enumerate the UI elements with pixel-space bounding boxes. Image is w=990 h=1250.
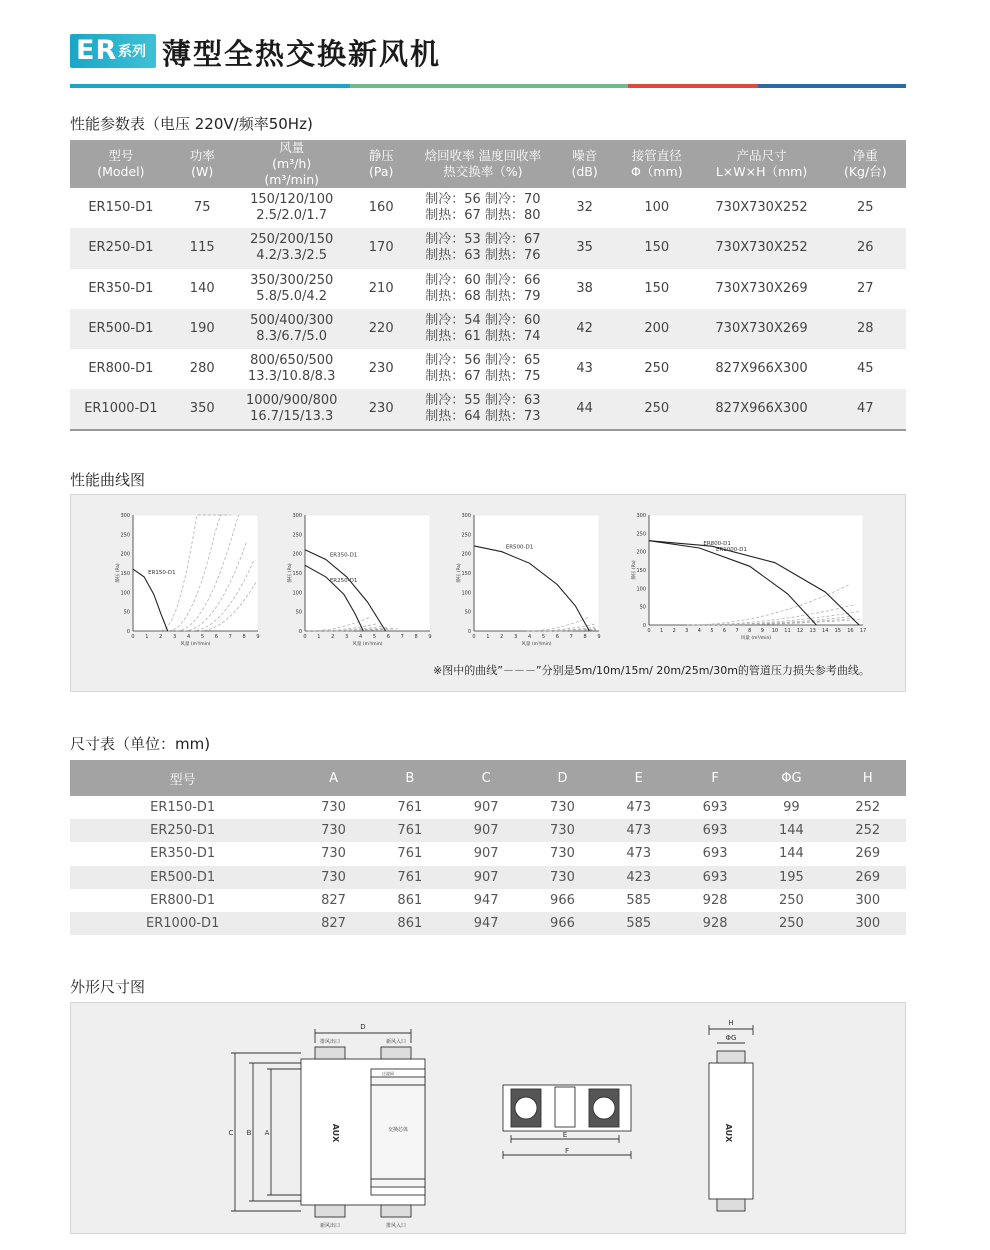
dims-cell: 252 bbox=[830, 819, 906, 842]
dims-cell: ER150-D1 bbox=[150, 800, 216, 816]
header-size: 产品尺寸 L×W×H（mm) bbox=[698, 140, 824, 188]
dim-label-b: B bbox=[246, 1129, 252, 1137]
dims-cell: 861 bbox=[372, 912, 448, 935]
dims-cell: 907 bbox=[448, 819, 524, 842]
x-tick-label: 4 bbox=[358, 634, 363, 640]
y-tick-label: 200 bbox=[120, 551, 130, 558]
x-tick-label: 1 bbox=[659, 628, 664, 634]
y-tick-label: 150 bbox=[292, 571, 302, 577]
y-tick-label: 0 bbox=[642, 623, 646, 629]
cell-air bbox=[233, 309, 351, 349]
curves-section-title: 性能曲线图 bbox=[70, 471, 146, 489]
label-exhaust-in: 排风入口 bbox=[385, 1223, 407, 1229]
cell-hx-line1: 制冷：56 制冷：70 bbox=[425, 192, 541, 208]
y-axis-label: 静压 (Pa) bbox=[457, 563, 462, 583]
x-tick-label: 2 bbox=[672, 628, 676, 634]
dims-cell: 730 bbox=[550, 846, 575, 862]
y-tick-label: 300 bbox=[636, 513, 646, 519]
y-tick-label: 250 bbox=[636, 531, 646, 538]
dims-header-cell: 型号 bbox=[70, 760, 295, 796]
x-tick-label: 9 bbox=[760, 628, 764, 634]
performance-row bbox=[70, 389, 906, 429]
cell-model: ER350-D1 bbox=[88, 280, 154, 296]
cell-db: 32 bbox=[576, 200, 593, 216]
stripe-1 bbox=[70, 84, 350, 88]
cell-air-line2: 2.5/2.0/1.7 bbox=[256, 208, 328, 224]
performance-row bbox=[70, 228, 906, 268]
dims-cell: 827 bbox=[321, 892, 346, 908]
dims-cell: 907 bbox=[448, 866, 524, 889]
badge-code: ER bbox=[76, 35, 118, 66]
y-tick-label: 300 bbox=[461, 513, 471, 519]
cell-pa: 160 bbox=[368, 200, 394, 216]
cell-model: ER150-D1 bbox=[88, 200, 154, 216]
dims-cell: 585 bbox=[626, 892, 652, 908]
cell-hx-line2: 制热：68 制热：79 bbox=[425, 288, 541, 304]
cell-hx-line2: 制热：67 制热：75 bbox=[425, 369, 541, 385]
y-axis-label: 静压 (Pa) bbox=[116, 563, 121, 583]
cell-pipe: 150 bbox=[615, 228, 698, 268]
performance-row bbox=[70, 188, 906, 228]
cell-kg: 47 bbox=[825, 389, 906, 429]
x-tick-label: 8 bbox=[242, 634, 246, 640]
series-label: ER500-D1 bbox=[505, 544, 534, 551]
cell-air-line1: 250/200/150 bbox=[250, 232, 334, 248]
cell-pipe: 250 bbox=[644, 361, 670, 377]
y-axis-label: 静压 (Pa) bbox=[288, 563, 293, 583]
stripe-2 bbox=[350, 84, 628, 88]
cell-kg: 27 bbox=[857, 280, 874, 296]
brand-logo: AUX bbox=[331, 1123, 340, 1143]
cell-air-line2: 5.8/5.0/4.2 bbox=[256, 288, 328, 304]
dims-cell: 730 bbox=[524, 819, 600, 842]
y-tick-label: 0 bbox=[126, 629, 130, 635]
cell-air-line1: 150/120/100 bbox=[250, 192, 334, 208]
cell-air-line1: 1000/900/800 bbox=[245, 393, 338, 409]
cell-db: 42 bbox=[554, 309, 615, 349]
x-tick-label: 8 bbox=[414, 634, 418, 640]
y-tick-label: 100 bbox=[636, 586, 646, 593]
dims-cell: 761 bbox=[397, 846, 423, 862]
dim-label-e: E bbox=[562, 1131, 568, 1139]
x-axis-label: 风量 (m³/min) bbox=[740, 636, 772, 641]
cell-hx-line1: 制冷：53 制冷：67 bbox=[425, 232, 541, 248]
y-tick-label: 200 bbox=[461, 551, 471, 558]
x-tick-label: 16 bbox=[847, 628, 854, 634]
cell-pa: 170 bbox=[351, 228, 412, 268]
cell-air bbox=[233, 269, 351, 309]
dims-cell: 269 bbox=[855, 846, 881, 862]
dimensions-section-title: 尺寸表（单位：mm) bbox=[70, 735, 211, 753]
dims-row bbox=[70, 889, 906, 912]
dims-cell: 966 bbox=[524, 912, 600, 935]
dims-cell: 250 bbox=[778, 892, 804, 908]
dims-row bbox=[70, 842, 906, 865]
plot-area bbox=[649, 515, 863, 625]
header-noise: 噪音 (dB) bbox=[554, 140, 615, 188]
dims-cell: 907 bbox=[473, 846, 499, 862]
label-exhaust-out: 排风出口 bbox=[319, 1039, 341, 1045]
duct-top-right bbox=[381, 1047, 411, 1059]
cell-hx-line2: 制热：63 制热：76 bbox=[425, 248, 541, 264]
dims-cell: 473 bbox=[626, 846, 652, 862]
dims-header-cell: B bbox=[372, 760, 448, 796]
dims-cell: 300 bbox=[830, 912, 906, 935]
cell-hx-line1: 制冷：60 制冷：66 bbox=[425, 272, 541, 288]
y-tick-label: 250 bbox=[120, 532, 130, 539]
cell-air-line1: 500/400/300 bbox=[250, 313, 334, 329]
page-header bbox=[70, 30, 906, 90]
cell-size: 730X730X252 bbox=[698, 228, 824, 268]
header-airflow: 风量 (m³/h) (m³/min) bbox=[233, 140, 351, 188]
y-tick-label: 150 bbox=[636, 568, 646, 574]
dim-label-f: F bbox=[564, 1147, 570, 1155]
cell-air-line2: 4.2/3.3/2.5 bbox=[256, 248, 328, 264]
dims-header-cell: F bbox=[677, 760, 753, 796]
x-tick-label: 5 bbox=[372, 634, 377, 640]
dims-cell: ER500-D1 bbox=[70, 866, 295, 889]
cell-size: 827X966X300 bbox=[698, 389, 824, 429]
dims-cell: 269 bbox=[830, 866, 906, 889]
cell-hx-line2: 制热：67 制热：80 bbox=[425, 208, 541, 224]
y-tick-label: 50 bbox=[639, 604, 646, 611]
cell-hx bbox=[412, 389, 554, 429]
dims-row bbox=[70, 819, 906, 842]
dims-cell: 585 bbox=[601, 912, 677, 935]
x-tick-label: 11 bbox=[784, 628, 791, 634]
cell-model: ER500-D1 bbox=[70, 309, 172, 349]
y-tick-label: 250 bbox=[461, 532, 471, 539]
label-filter: 过滤网 bbox=[382, 1071, 394, 1076]
dims-cell: 195 bbox=[753, 866, 829, 889]
x-tick-label: 5 bbox=[200, 634, 205, 640]
x-tick-label: 3 bbox=[345, 634, 349, 640]
y-tick-label: 100 bbox=[120, 590, 130, 597]
dims-cell: 928 bbox=[677, 912, 753, 935]
x-tick-label: 0 bbox=[131, 634, 135, 640]
x-tick-label: 7 bbox=[400, 634, 404, 640]
cell-db: 35 bbox=[554, 228, 615, 268]
cell-pipe: 100 bbox=[644, 200, 670, 216]
header-weight: 净重 (Kg/台) bbox=[825, 140, 906, 188]
x-tick-label: 6 bbox=[386, 634, 390, 640]
performance-curves bbox=[70, 494, 906, 692]
cell-air bbox=[233, 228, 351, 268]
series-label: ER250-D1 bbox=[329, 577, 358, 584]
dims-row bbox=[70, 796, 906, 819]
y-tick-label: 50 bbox=[295, 609, 302, 616]
x-tick-label: 6 bbox=[214, 634, 218, 640]
dims-header-cell: ΦG bbox=[753, 760, 829, 796]
label-fresh-out: 新风出口 bbox=[319, 1223, 341, 1229]
cell-model: ER250-D1 bbox=[70, 228, 172, 268]
dims-cell: 730 bbox=[550, 800, 575, 816]
duct-bottom-right bbox=[381, 1205, 411, 1217]
y-tick-label: 250 bbox=[292, 532, 302, 539]
dims-cell: ER250-D1 bbox=[70, 819, 295, 842]
cell-kg: 26 bbox=[825, 228, 906, 268]
y-tick-label: 0 bbox=[298, 629, 302, 635]
cell-pa: 230 bbox=[351, 389, 412, 429]
header-power: 功率 (W) bbox=[172, 140, 233, 188]
cell-power: 75 bbox=[193, 200, 211, 216]
y-tick-label: 100 bbox=[461, 590, 471, 597]
dim-label-c: C bbox=[228, 1129, 234, 1137]
x-tick-label: 9 bbox=[597, 634, 601, 640]
cell-air-line2: 16.7/15/13.3 bbox=[250, 409, 334, 425]
stripe-3 bbox=[628, 84, 758, 88]
cell-size: 730X730X252 bbox=[715, 200, 808, 216]
x-tick-label: 4 bbox=[697, 628, 701, 634]
dims-cell: 144 bbox=[778, 846, 804, 862]
cell-db: 44 bbox=[554, 389, 615, 429]
cell-size: 827X966X300 bbox=[715, 361, 808, 377]
x-tick-label: 8 bbox=[583, 634, 587, 640]
series-label: ER150-D1 bbox=[148, 569, 176, 576]
dims-cell: 928 bbox=[702, 892, 728, 908]
series-label: ER1000-D1 bbox=[715, 547, 747, 554]
cell-power: 140 bbox=[189, 280, 215, 296]
page-title: 薄型全热交换新风机 bbox=[162, 37, 442, 71]
dims-cell: 861 bbox=[397, 892, 423, 908]
dims-cell: 730 bbox=[524, 866, 600, 889]
duct-top-left bbox=[315, 1047, 345, 1059]
dims-row bbox=[70, 912, 906, 935]
cell-power: 350 bbox=[172, 389, 233, 429]
x-axis-label: 风量 (m³/min) bbox=[521, 642, 552, 647]
y-tick-label: 300 bbox=[292, 513, 302, 519]
performance-row bbox=[70, 269, 906, 309]
cell-pipe: 150 bbox=[644, 280, 670, 296]
dims-cell: 730 bbox=[295, 866, 371, 889]
cell-hx bbox=[412, 309, 554, 349]
dims-cell: 144 bbox=[753, 819, 829, 842]
x-tick-label: 4 bbox=[527, 634, 532, 640]
cell-hx-line1: 制冷：55 制冷：63 bbox=[425, 393, 541, 409]
header-static-pressure: 静压 (Pa) bbox=[351, 140, 412, 188]
dims-header-cell: E bbox=[601, 760, 677, 796]
cell-pa: 230 bbox=[368, 361, 394, 377]
cell-hx bbox=[412, 228, 554, 268]
cell-air bbox=[233, 349, 351, 389]
x-tick-label: 0 bbox=[647, 628, 651, 634]
dims-cell: ER1000-D1 bbox=[70, 912, 295, 935]
dim-label-h: H bbox=[728, 1019, 734, 1027]
x-tick-label: 1 bbox=[145, 634, 149, 640]
dims-header-cell: A bbox=[295, 760, 371, 796]
x-axis-label: 风量 (m³/min) bbox=[352, 642, 383, 647]
x-tick-label: 4 bbox=[186, 634, 191, 640]
cell-air-line2: 13.3/10.8/8.3 bbox=[248, 369, 336, 385]
y-tick-label: 200 bbox=[636, 549, 646, 556]
dims-cell: 250 bbox=[753, 912, 829, 935]
x-tick-label: 2 bbox=[331, 634, 335, 640]
header-model: 型号 (Model) bbox=[70, 140, 172, 188]
plot-area bbox=[305, 515, 430, 631]
cell-power: 280 bbox=[189, 361, 215, 377]
brand-logo-side: AUX bbox=[724, 1123, 733, 1143]
cell-power: 115 bbox=[172, 228, 233, 268]
header-pipe: 接管直径 Φ（mm) bbox=[615, 140, 698, 188]
x-tick-label: 0 bbox=[472, 634, 476, 640]
x-tick-label: 6 bbox=[722, 628, 727, 634]
cell-hx-line2: 制热：64 制热：73 bbox=[425, 409, 541, 425]
dims-cell: 907 bbox=[473, 800, 499, 816]
dims-cell: 827 bbox=[295, 912, 371, 935]
cell-hx-line1: 制冷：54 制冷：60 bbox=[425, 313, 541, 329]
label-exchanger: 交换芯体 bbox=[387, 1127, 409, 1133]
series-badge bbox=[70, 34, 156, 68]
x-tick-label: 3 bbox=[514, 634, 518, 640]
dims-cell: 693 bbox=[702, 800, 728, 816]
x-tick-label: 5 bbox=[710, 628, 714, 634]
y-tick-label: 200 bbox=[292, 551, 302, 558]
outline-drawing bbox=[70, 1002, 906, 1234]
cell-model: ER800-D1 bbox=[88, 361, 154, 377]
cell-hx bbox=[412, 188, 554, 228]
cell-air bbox=[233, 389, 351, 429]
cell-air-line2: 8.3/6.7/5.0 bbox=[256, 329, 328, 345]
cell-power: 190 bbox=[172, 309, 233, 349]
dims-header-cell: D bbox=[524, 760, 600, 796]
y-tick-label: 150 bbox=[120, 571, 130, 577]
dims-cell: 730 bbox=[321, 800, 346, 816]
cell-hx bbox=[412, 349, 554, 389]
badge-series: 系列 bbox=[118, 44, 146, 60]
dim-label-g: ΦG bbox=[725, 1034, 737, 1042]
dims-cell: 761 bbox=[372, 866, 448, 889]
cell-kg: 28 bbox=[825, 309, 906, 349]
cell-pa: 220 bbox=[351, 309, 412, 349]
dims-cell: ER800-D1 bbox=[150, 892, 216, 908]
performance-section-title: 性能参数表（电压 220V/频率50Hz) bbox=[70, 115, 313, 133]
dims-cell: 473 bbox=[601, 819, 677, 842]
cell-pipe: 250 bbox=[615, 389, 698, 429]
cell-size: 730X730X269 bbox=[698, 309, 824, 349]
curves-note: ※图中的曲线”－－－”分别是5m/10m/15m/ 20m/25m/30m的管道压力损失参考曲线。 bbox=[433, 664, 870, 677]
x-tick-label: 3 bbox=[173, 634, 177, 640]
performance-row bbox=[70, 349, 906, 389]
dims-header-cell: H bbox=[830, 760, 906, 796]
x-tick-label: 6 bbox=[555, 634, 559, 640]
cell-kg: 45 bbox=[857, 361, 874, 377]
x-tick-label: 7 bbox=[228, 634, 232, 640]
performance-row bbox=[70, 309, 906, 349]
cell-size: 730X730X269 bbox=[715, 280, 808, 296]
y-tick-label: 150 bbox=[461, 571, 471, 577]
y-tick-label: 50 bbox=[464, 609, 471, 616]
x-tick-label: 1 bbox=[317, 634, 321, 640]
y-tick-label: 300 bbox=[120, 513, 130, 519]
outline-section-title: 外形尺寸图 bbox=[70, 978, 146, 996]
y-tick-label: 0 bbox=[467, 629, 471, 635]
dims-cell: 693 bbox=[702, 846, 728, 862]
x-tick-label: 15 bbox=[834, 628, 842, 634]
stripe-4 bbox=[758, 84, 906, 88]
x-tick-label: 13 bbox=[809, 628, 816, 634]
cell-pa: 210 bbox=[368, 280, 394, 296]
x-tick-label: 7 bbox=[569, 634, 573, 640]
dim-label-a: A bbox=[264, 1129, 270, 1137]
dims-cell: 693 bbox=[677, 819, 753, 842]
dimensions-table bbox=[70, 760, 906, 935]
y-tick-label: 50 bbox=[123, 609, 130, 616]
dims-cell: 730 bbox=[295, 819, 371, 842]
dims-header-cell: C bbox=[448, 760, 524, 796]
dims-cell: 252 bbox=[855, 800, 881, 816]
y-axis-label: 静压 (Pa) bbox=[632, 560, 637, 580]
dims-cell: 423 bbox=[601, 866, 677, 889]
x-tick-label: 14 bbox=[822, 628, 829, 634]
dims-cell: 947 bbox=[473, 892, 499, 908]
x-tick-label: 12 bbox=[796, 628, 804, 634]
dims-cell: 761 bbox=[372, 819, 448, 842]
y-tick-label: 100 bbox=[292, 590, 302, 597]
dims-cell: 966 bbox=[550, 892, 575, 908]
x-tick-label: 9 bbox=[256, 634, 260, 640]
duct-bottom-left bbox=[315, 1205, 345, 1217]
dims-cell: ER350-D1 bbox=[150, 846, 216, 862]
x-tick-label: 0 bbox=[303, 634, 307, 640]
cell-air-line1: 800/650/500 bbox=[250, 353, 334, 369]
dims-cell: 300 bbox=[855, 892, 881, 908]
cell-model: ER1000-D1 bbox=[70, 389, 172, 429]
x-tick-label: 3 bbox=[685, 628, 689, 634]
x-axis-label: 风量 (m³/min) bbox=[180, 642, 211, 647]
cell-pipe: 200 bbox=[615, 309, 698, 349]
label-fresh-in: 新风入口 bbox=[385, 1039, 407, 1045]
x-tick-label: 7 bbox=[735, 628, 739, 634]
dims-cell: 473 bbox=[626, 800, 652, 816]
x-tick-label: 1 bbox=[486, 634, 490, 640]
outline-canvas bbox=[71, 1003, 907, 1235]
header-heat-exchange: 焓回收率 温度回收率 热交换率（%) bbox=[412, 140, 554, 188]
cell-hx bbox=[412, 269, 554, 309]
dims-row bbox=[70, 866, 906, 889]
x-tick-label: 2 bbox=[500, 634, 504, 640]
dimensions-header-row bbox=[70, 760, 906, 796]
cell-kg: 25 bbox=[857, 200, 874, 216]
cell-air bbox=[233, 188, 351, 228]
cell-air-line1: 350/300/250 bbox=[250, 272, 334, 288]
series-label: ER350-D1 bbox=[329, 552, 358, 559]
dims-cell: 730 bbox=[321, 846, 346, 862]
cell-db: 38 bbox=[576, 280, 593, 296]
x-tick-label: 5 bbox=[541, 634, 546, 640]
x-tick-label: 8 bbox=[748, 628, 752, 634]
performance-table bbox=[70, 140, 906, 431]
dims-cell: 693 bbox=[677, 866, 753, 889]
cell-hx-line1: 制冷：56 制冷：65 bbox=[425, 353, 541, 369]
x-tick-label: 10 bbox=[771, 628, 779, 634]
dim-label-d: D bbox=[360, 1023, 366, 1031]
dims-cell: 947 bbox=[448, 912, 524, 935]
x-tick-label: 17 bbox=[859, 628, 867, 634]
cell-hx-line2: 制热：61 制热：74 bbox=[425, 329, 541, 345]
dims-cell: 761 bbox=[397, 800, 423, 816]
series-label: ER800-D1 bbox=[703, 541, 731, 547]
dims-cell: 99 bbox=[783, 800, 800, 816]
x-tick-label: 2 bbox=[159, 634, 163, 640]
x-tick-label: 9 bbox=[428, 634, 432, 640]
performance-header-row bbox=[70, 140, 906, 188]
cell-db: 43 bbox=[576, 361, 593, 377]
